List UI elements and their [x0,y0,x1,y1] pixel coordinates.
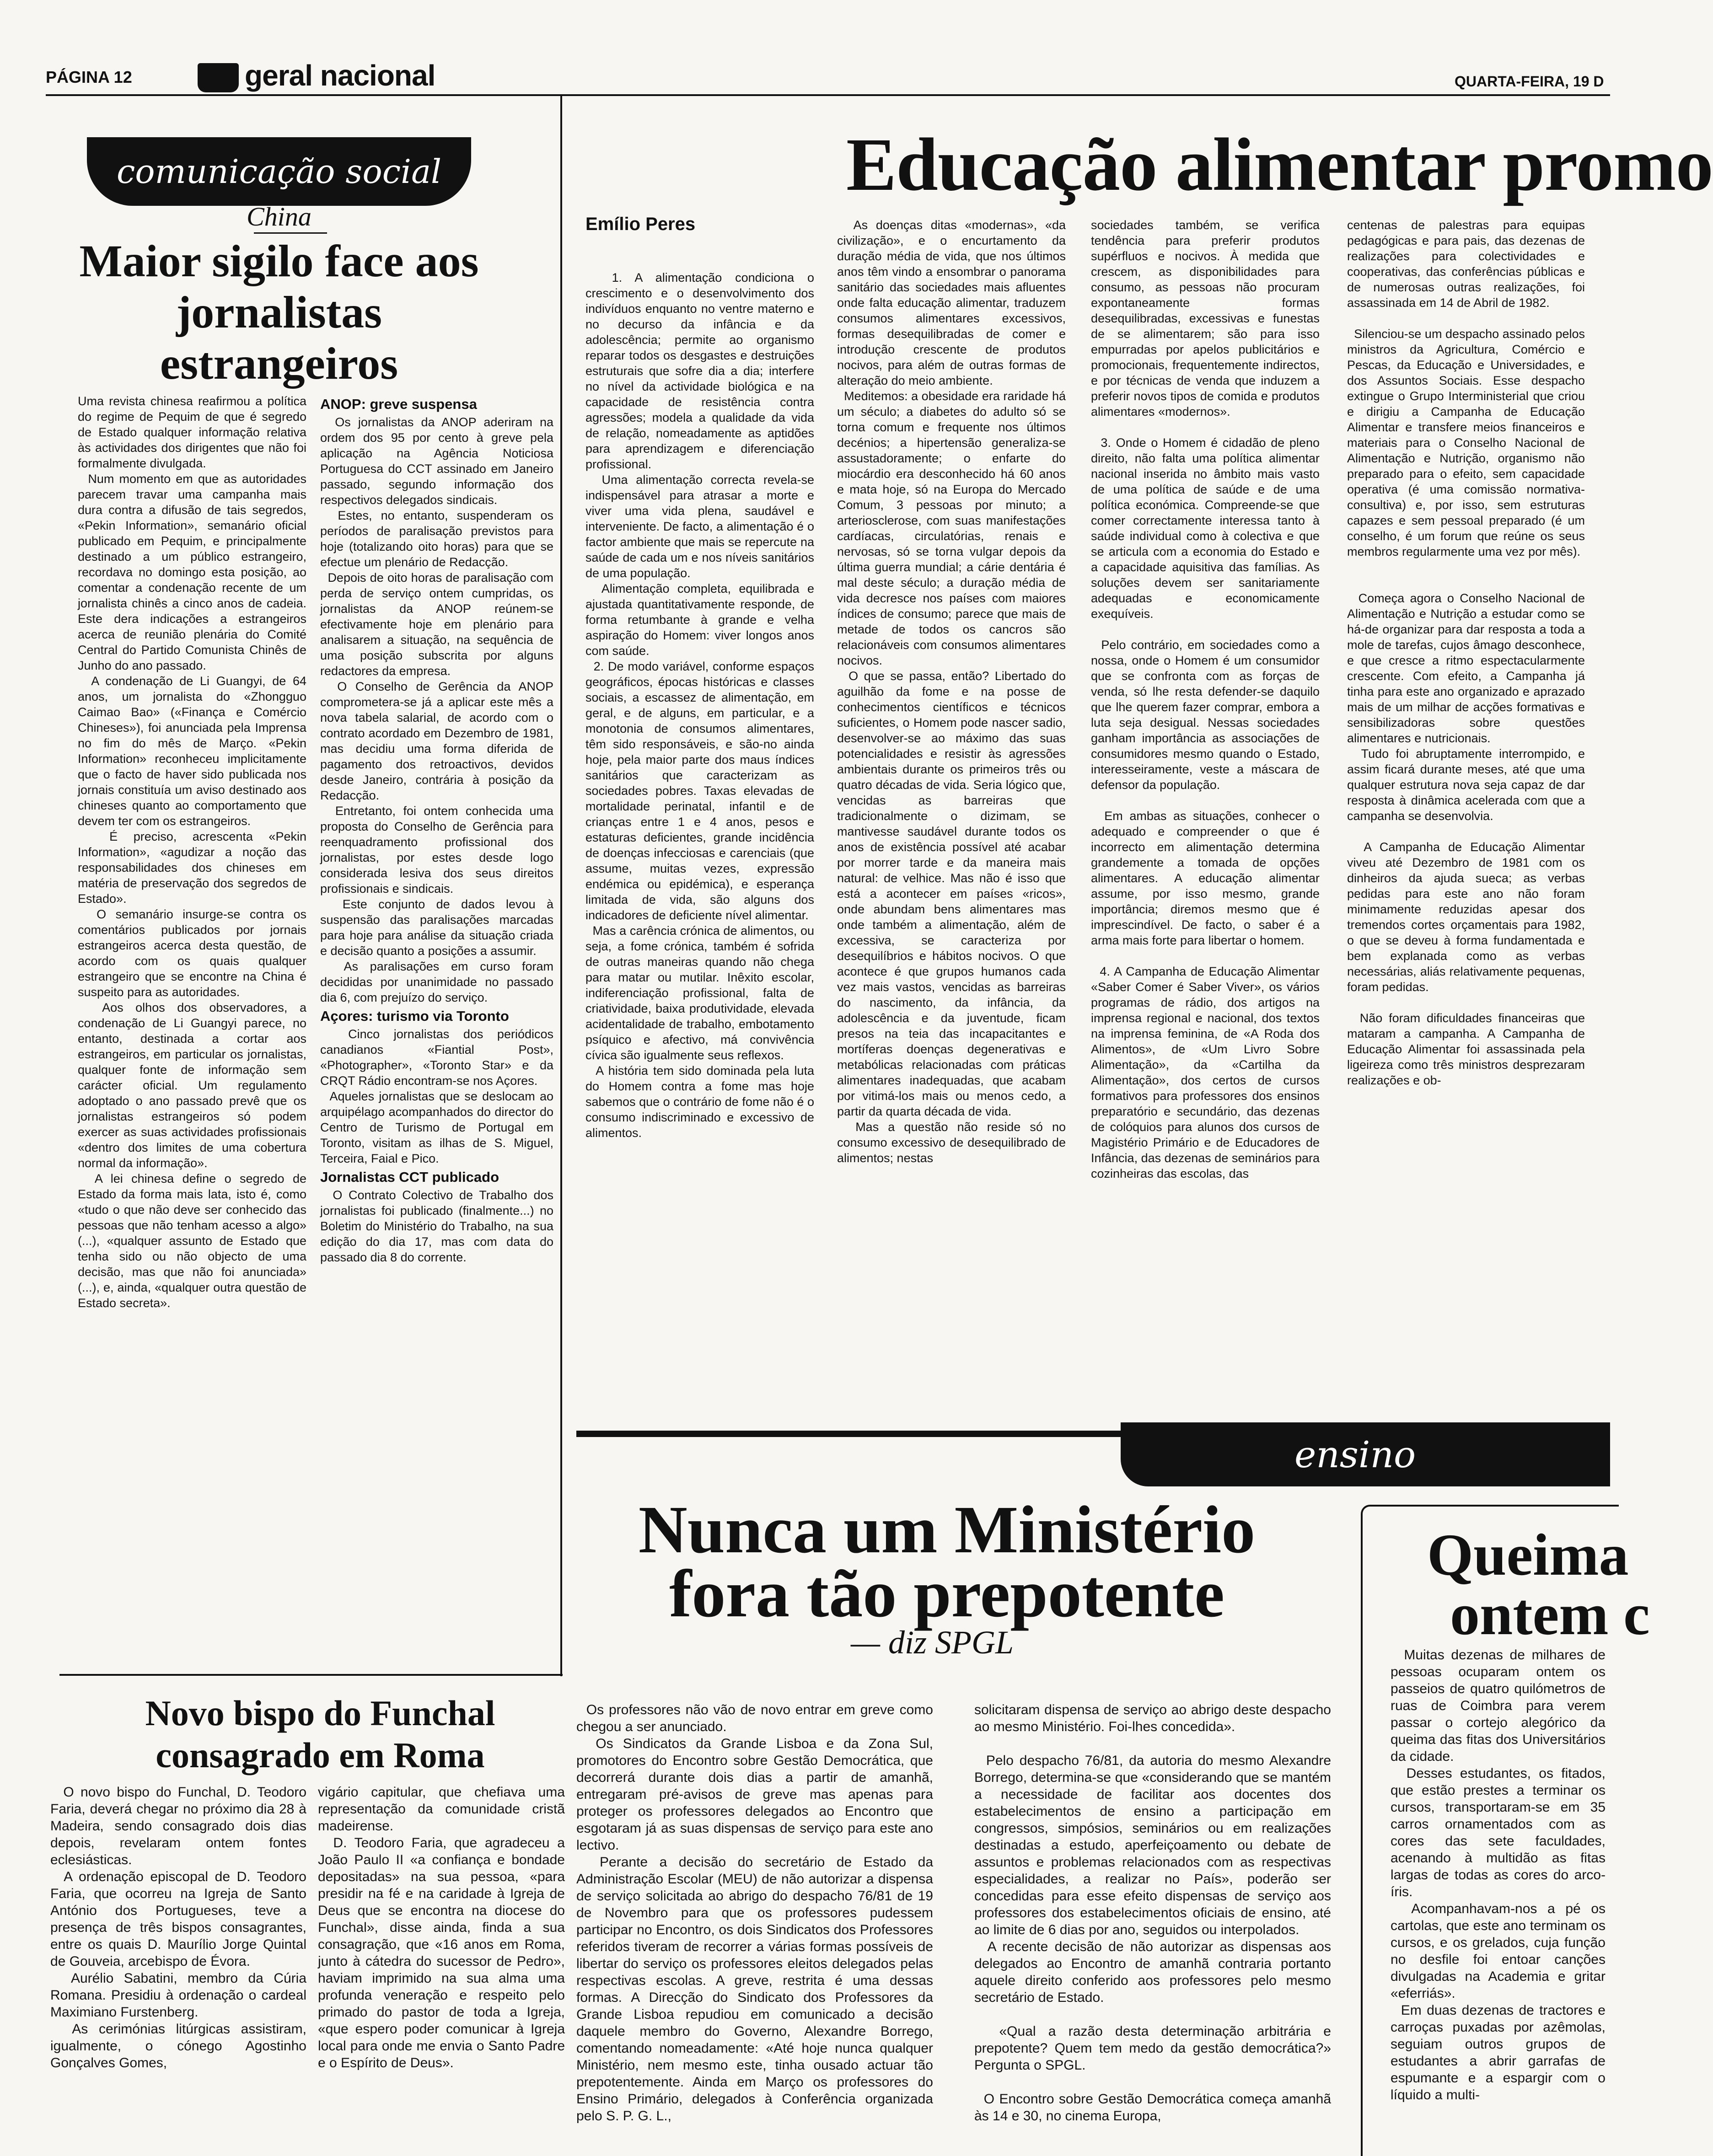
left-box-bottom-rule [59,1674,563,1676]
ensino-col-1: Os professores não vão de novo entrar em greve como chegou a ser anunciado. Os Sindicatos da Grande Lisboa e da Zona Sul, promotores do Encontro sobre Gestão Democrática, que decorrerá durante dois dias a partir de amanhã, entregaram pré-avisos de greve mas apenas para proteger os professores delegados ao Encontro que esgotaram já as suas dispensas de serviço para este ano lectivo. Perante a decisão do secretário de Estado da Administração Escolar (MEU) de não autorizar a dispensa de serviço solicitada ao abrigo do despacho 76/81 de 19 de Novembro para que os professores pudessem participar no Encontro, os dois Sindicatos dos Professores referidos tiveram de recorrer a várias formas possíveis de libertar do serviço os professores eleitos delegados pelas respectivas escolas. A greve, restrita é uma dessas formas. A Direcção do Sindicato dos Professores da Grande Lisboa repudiou em comunicado a decisão daquele membro do Governo, Alexandre Borrego, comentando nomeadamente: «Até hoje nunca qualquer Ministério, nem mesmo este, tinha ousado actuar tão prepotentemente. Ainda em Março os professores do Ensino Primário, delegados à Conferência organizada pelo S. P. G. L., [576,1702,934,2124]
ensino-banner: ensino [1121,1422,1610,1486]
kicker-underline [254,232,327,234]
section-name: geral nacional [245,59,435,92]
anop-subhead: ANOP: greve suspensa [320,396,477,412]
food-col-4: centenas de palestras para equipas pedagógicas e para pais, das dezenas de realizações para colectividades e cooperativas, das conferências públicas e de numerosas outras realizações, foi assassinada em 14 de Abril de 1982. Silenciou-se um despacho assinado pelos ministros da Agricultura, Comércio e Pescas, da Educação e Universidades, e dos Assuntos Sociais. Esse despacho extingue o Grupo Interministerial que criou e dirigiu a Campanha de Educação Alimentar e transfere meios financeiros e materiais para o Conselho Nacional de Alimentação e Nutrição, organismo não preparado para o efeito, sem capacidade operativa (é uma comissão normativa-consultiva) e, por isso, sem estruturas capazes e sem pessoal preparado (é um conselho, é um forum que reúne os seus membros regularmente uma vez por mês). Começa agora o Conselho Nacional de Alimentação e Nutrição a estudar como se há-de organizar para dar resposta a toda a mole de tarefas, cujos âmago desconhece, e que cresce a ritmo espectacularmente crescente. Com efeito, a Campanha já tinha para este ano organizado e aprazado mais de um milhar de acções formativas e sensibilizadoras sobre questões alimentares e nutricionais. Tudo foi abruptamente interrompido, e assim ficará durante meses, até que uma qualquer estrutura nova seja capaz de dar resposta à dinâmica acelerada com que a campanha se desenvolvia. A Campanha de Educação Alimentar viveu até Dezembro de 1981 com os dinheiros da ajuda sueca; as verbas pedidas para este ano não foram minimamente reduzidas apesar dos tremendos cortes orçamentais para 1982, o que se deveu à forma fundamentada e bem explanada como as verbas necessárias, aliás relativamente pequenas, foram pedidas. Não foram dificuldades financeiras que mataram a campanha. A Campanha de Educação Alimentar foi assassinada pela ligeireza como três ministros desprezaram realizações e ob- [1347,218,1585,1087]
queima-headline-line2: ontem c [1450,1582,1650,1647]
china-body: Uma revista chinesa reafirmou a política do regime de Pequim de que é segredo de Estado qualquer informação relativa às actividades dos dirigentes que não foi formalmente divulgada. Num momento em que as autoridades parecem travar uma campanha mais dura contra a difusão de tais segredos, «Pekin Information», semanário oficial publicado em Pequim, e principalmente destinado a um público estrangeiro, recordava no domingo esta posição, ao comentar a condenação recente de um jornalista chinês a cinco anos de cadeia. Este dera indicações a estrangeiros acerca de reunião plenária do Comité Central do Partido Comunista Chinês de Junho do ano passado. A condenação de Li Guangyi, de 64 anos, um jornalista do «Zhongguo Caimao Bao» («Finança e Comércio Chineses»), foi anunciada pela Imprensa no fim do mês de Março. «Pekin Information» reconheceu implicitamente que o facto de haver sido publicada nos jornais constituía um aviso destinado aos chineses quanto ao comportamento que devem ter com os estrangeiros. É preciso, acrescenta «Pekin Information», «agudizar a noção das responsabilidades dos chineses em matéria de preservação dos segredos de Estado». O semanário insurge-se contra os comentários publicados por jornais estrangeiros acerca desta questão, de acordo com os quais qualquer estrangeiro que se encontre na China é suspeito para as autoridades. Aos olhos dos observadores, a condenação de Li Guangyi parece, no entanto, destinada a cortar aos estrangeiros, em particular os jornalistas, qualquer fonte de informação sem carácter oficial. Um regulamento adoptado o ano passado prevê que os jornalistas estrangeiros só podem exercer as suas actividades profissionais «dentro dos limites de uma cobertura normal da informação». A lei chinesa define o segredo de Estado da forma mais lata, isto é, como «tudo o que não deve ser conhecido das pessoas que não tenham acesso a algo» (...), «qualquer assunto de Estado que tenha sido ou não objecto de uma decisão, mas que não foi anunciada» (...), e, ainda, «qualquer outra questão de Estado secreta». [78,394,306,1310]
ensino-subtitle: — diz SPGL [851,1624,1014,1661]
left-box-right-rule [560,96,562,1676]
bishop-headline: Novo bispo do Funchal consagrado em Roma [145,1693,495,1775]
china-headline: Maior sigilo face aos jornalistas estrangeiros [79,236,479,389]
food-author: Emílio Peres [585,214,696,234]
page-number: PÁGINA 12 [46,68,132,86]
china-kicker: China [247,202,311,231]
food-col-2: As doenças ditas «modernas», «da civilização», e o encurtamento da duração média de vida, que nos últimos anos têm vindo a ensombrar o panorama sanitário das sociedades mais afluentes onde falta educação alimentar, traduzem consumos alimentares excessivos, formas desequilibradas de comer e introdução crescente de produtos nocivos, para além de outras formas de alteração do meio ambiente. Meditemos: a obesidade era raridade há um século; a diabetes do adulto só se torna comum e frequente nos últimos decénios; a hipertensão generaliza-se assustadoramente; o enfarte do miocárdio era desconhecido há 60 anos e mata hoje, só na Europa do Mercado Comum, 3 pessoas por minuto; a arteriosclerose, com suas manifestações cardíacas, circulatórias, renais e nervosas, só se torna vulgar depois da última guerra mundial; a cárie dentária é mal deste século; a duração média de vida decresce nos países com maiores índices de consumo; parece que mais de metade de todos os cancros são relacionáveis com consumos alimentares nocivos. O que se passa, então? Libertado do aguilhão da fome e na posse de conhecimentos científicos e técnicos suficientes, o Homem pode nascer sadio, desenvolver-se ao máximo das suas potencialidades e resistir às agressões ambientais durante os primeiros três ou quatro décadas de vida. Seria lógico que, vencidas as barreiras que tradicionalmente o dizimam, se mantivesse saudável durante todos os anos de existência possível até acabar por morrer tarde e da maneira mais natural: de velhice. Mas não é isso que está a acontecer em países «ricos», onde abundam bens alimentares mas onde também a alimentação, além de excessiva, se caracteriza por desequilíbrios e hábitos nocivos. O que acontece é que grupos humanos cada vez mais vastos, vencidas as barreiras do nascimento, da infância, da adolescência e da juventude, ficam presos na teia das incapacitantes e mortíferas doenças degenerativas e metabólicas relacionadas com práticas alimentares inadequadas, que acabam por vitimá-los mais ou menos cedo, a partir da quarta década de vida. Mas a questão não reside só no consumo excessivo de desequilibrado de alimentos; nestas [837,218,1066,1165]
cct-text: O Contrato Colectivo de Trabalho dos jornalistas foi publicado (finalmente...) no Boletim do Ministério do Trabalho, na sua edição do dia 17, mas com data do passado dia 8 do corrente. [320,1188,557,1264]
comunicacao-social-banner: comunicação social [87,137,471,206]
cct-subhead: Jornalistas CCT publicado [320,1169,499,1185]
issue-date: QUARTA-FEIRA, 19 D [1455,73,1604,90]
food-headline: Educação alimentar promo [846,123,1713,206]
queima-headline-line1: Queima [1427,1522,1629,1588]
azores-text: Cinco jornalistas dos periódicos canadianos «Fiantial Post», «Photographer», «Toronto Star» e da CRQT Rádio encontram-se nos Açores. Aqueles jornalistas que se deslocam ao arquipélago acompanhados do director do Centro de Turismo de Portugal em Toronto, visitam as ilhas de S. Miguel, Terceira, Faial e Pico. [320,1027,553,1165]
ensino-headline-line1: Nunca um Ministério [638,1492,1256,1567]
bishop-body-col2: vigário capitular, que chefiava uma representação da comunidade cristã madeirense. D. Teodoro Faria, que agradeceu a João Paulo II «a confiança e bondade depositadas» na sua pessoa, «para presidir na fé e na caridade à Igreja de Deus que se encontra na diocese do Funchal», disse ainda, finda a sua consagração, que «16 anos em Roma, junto à cátedra do sucessor de Pedro», haviam imprimido na sua alma uma profunda veneração e respeito pelo primado do pastor de toda a Igreja, «que espero poder comunicar à Igreja local para onde me envia o Santo Padre e o Espírito de Deus». [318,1785,565,2070]
bishop-body-col1: O novo bispo do Funchal, D. Teodoro Faria, deverá chegar no próximo dia 28 à Madeira, sendo consagrado dois dias depois, revelaram ontem fontes eclesiásticas. A ordenação episcopal de D. Teodoro Faria, que ocorreu na Igreja de Santo António dos Portugueses, teve a presença de três bispos consagrantes, entre os quais D. Maurílio Jorge Quintal de Gouveia, arcebispo de Évora. Aurélio Sabatini, membro da Cúria Romana. Presidiu à ordenação o cardeal Maximiano Furstenberg. As cerimónias litúrgicas assistiram, igualmente, o cónego Agostinho Gonçalves Gomes, [50,1785,307,2070]
china-side-column [320,393,557,1665]
ensino-rule [576,1431,1121,1437]
anop-text: Os jornalistas da ANOP aderiram na ordem dos 95 por cento à greve pela aplicação na Agência Noticiosa Portuguesa do CCT assinado em Janeiro passado, segundo informação dos respectivos delegados sindicais. Estes, no entanto, suspenderam os períodos de paralisação previstos para hoje (totalizando oito horas) para que se efectue um plenário de Redacção. Depois de oito horas de paralisação com perda de serviço ontem cumpridas, os jornalistas da ANOP reúnem-se efectivamente hoje em plenário para analisarem a situação, na sequência de uma posição subscrita por alguns redactores da empresa. O Conselho de Gerência da ANOP comprometera-se já a aplicar este mês a nova tabela salarial, de acordo com o contrato acordado em Dezembro de 1981, mas decidiu uma forma diferida de pagamento dos retroactivos, devidos desde Janeiro, contrária à posição da Redacção. Entretanto, foi ontem conhecida uma proposta do Conselho de Gerência para reenquadramento profissional dos jornalistas, por estes desde logo considerada lesiva dos seus direitos profissionais e sindicais. Este conjunto de dados levou à suspensão das paralisações marcadas para hoje para análise da situação criada e decisão quanto a posições a assumir. As paralisações em curso foram decididas por unanimidade no passado dia 6, com prejuízo do serviço. [320,415,553,1004]
azores-subhead: Açores: turismo via Toronto [320,1008,509,1024]
food-col-1: 1. A alimentação condiciona o crescimento e o desenvolvimento dos indivíduos enquanto no ventre materno e no decurso da infância e da adolescência; permite ao organismo reparar todos os desgastes e destruições estruturais que sofre dia a dia; interfere no nível da actividade biológica e na capacidade de resistência contra agressões; modela a qualidade da vida de relação, nomeadamente as aptidões para aprendizagem e diferenciação profissional. Uma alimentação correcta revela-se indispensável para atrasar a morte e viver uma vida plena, saudável e interveniente. De facto, a alimentação é o factor ambiente que mais se repercute na saúde de cada um e nos níveis sanitários de uma população. Alimentação completa, equilibrada e ajustada quantitativamente responde, de forma retumbante à grande e velha aspiração do Homem: viver longos anos com saúde. 2. De modo variável, conforme espaços geográficos, épocas históricas e classes sociais, a escassez de alimentação, em geral, e de alguns, em particular, e a monotonia de consumos alimentares, têm sido responsáveis, e são-no ainda hoje, pela maior parte dos maus índices sanitários que caracterizam as sociedades pobres. Taxas elevadas de mortalidade perinatal, infantil e de crianças entre 1 e 4 anos, pesos e estaturas deficientes, grande incidência de doenças infecciosas e carenciais (que assume, muitas vezes, expressão endémica ou epidémica), e esperança limitada de vida, são alguns dos indicadores de deficiente nível alimentar. Mas a carência crónica de alimentos, ou seja, a fome crónica, também é sofrida de outras maneiras quando não chega para matar ou mutilar. Inêxito escolar, indiferenciação profissional, falta de criatividade, baixa produtividade, elevada acidentalidade de trabalho, embotamento psíquico e afectivo, má convivência cívica são igualmente seus reflexos. A história tem sido dominada pela luta do Homem contra a fome mas hoje sabemos que o contrário de fome não é o consumo indiscriminado e excessivo de alimentos. [585,271,814,1140]
header-rule [46,94,1610,96]
ensino-col-2: solicitaram dispensa de serviço ao abrigo deste despacho ao mesmo Ministério. Foi-lhes concedida». Pelo despacho 76/81, da autoria do mesmo Alexandre Borrego, determina-se que «considerando que se mantém a necessidade de facilitar aos docentes dos estabelecimentos de ensino a participação em congressos, simpósios, seminários ou em realizações destinadas a estudo, aperfeiçoamento ou debate de assuntos e problemas relacionados com as respectivas especialidades, a realizar no País», poderão ser concedidas para esse efeito dispensas de serviço aos professores dos estabelecimentos oficiais de ensino, até ao limite de 6 dias por ano, seguidos ou interpolados. A recente decisão de não autorizar as dispensas aos delegados ao Encontro de amanhã contraria portanto aquele direito conferido aos professores pelo mesmo secretário de Estado. «Qual a razão desta determinação arbitrária e prepotente? Quem tem medo da gestão democrática?» Pergunta o SPGL. O Encontro sobre Gestão Democrática começa amanhã às 14 e 30, no cinema Europa, [974,1702,1332,2124]
section-logo-icon [198,63,239,92]
queima-body: Muitas dezenas de milhares de pessoas ocuparam ontem os passeios de quatro quilómetros de ruas de Coimbra para verem passar o cortejo alegórico da queima das fitas dos Universitários da cidade. Desses estudantes, os fitados, que estão prestes a terminar os cursos, transportaram-se em 35 carros ornamentados com as cores das sete faculdades, acenando à multidão as fitas largas de todas as cores do arco-íris. Acompanhavam-nos a pé os cartolas, que este ano terminam os cursos, e os grelados, cuja função no desfile foi entoar canções divulgadas na Academia e gritar «eferriás». Em duas dezenas de tractores e carroças puxadas por azêmolas, seguiam outros grupos de estudantes a abrir garrafas de espumante e a espargir com o líquido a multi- [1391,1647,1606,2102]
ensino-headline-line2: fora tão prepotente [669,1556,1224,1631]
food-col-3: sociedades também, se verifica tendência para preferir produtos supérfluos e nocivos. À medida que crescem, as disponibilidades para consumo, as pessoas não procuram expontaneamente formas desequilibradas, excessivas e funestas de se alimentarem; são para isso empurradas por apelos publicitários e promocionais, frequentemente indirectos, e por técnicas de venda que induzem a preferir novos tipos de comida e produtos alimentares «modernos». 3. Onde o Homem é cidadão de pleno direito, não falta uma política alimentar nacional inserida no âmbito mais vasto de uma política de saúde e de uma política económica. Compreende-se que comer correctamente interessa tanto à saúde individual como à colectiva e que se articula com a economia do Estado e a capacidade aquisitiva das famílias. As soluções devem ser sanitariamente adequadas e economicamente exequíveis. Pelo contrário, em sociedades como a nossa, onde o Homem é um consumidor que se confronta com as forças de venda, só lhe resta defender-se daquilo que lhe querem fazer comprar, embora a luta seja desigual. Nessas sociedades ganham importância as associações de consumidores mesmo quando o Estado, interesseiramente, veste a máscara de defensor da população. Em ambas as situações, conhecer o adequado e compreender o que é incorrecto em alimentação determina grandemente a tomada de opções alimentares. A educação alimentar assume, por isso mesmo, grande importância; diremos mesmo que é imprescindível. De facto, o saber é a arma mais forte para libertar o homem. 4. A Campanha de Educação Alimentar «Saber Comer é Saber Viver», os vários programas de rádio, dos artigos na imprensa regional e nacional, dos textos na imprensa feminina, de «A Roda dos Alimentos», de «Um Livro Sobre Alimentação», da «Cartilha da Alimentação», dos certos de cursos formativos para professores dos ensinos preparatório e secundário, das dezenas de colóquios para alunos dos cursos de Magistério Primário e de Educadores de Infância, das dezenas de seminários para cozinheiras das escolas, das [1091,218,1320,1180]
